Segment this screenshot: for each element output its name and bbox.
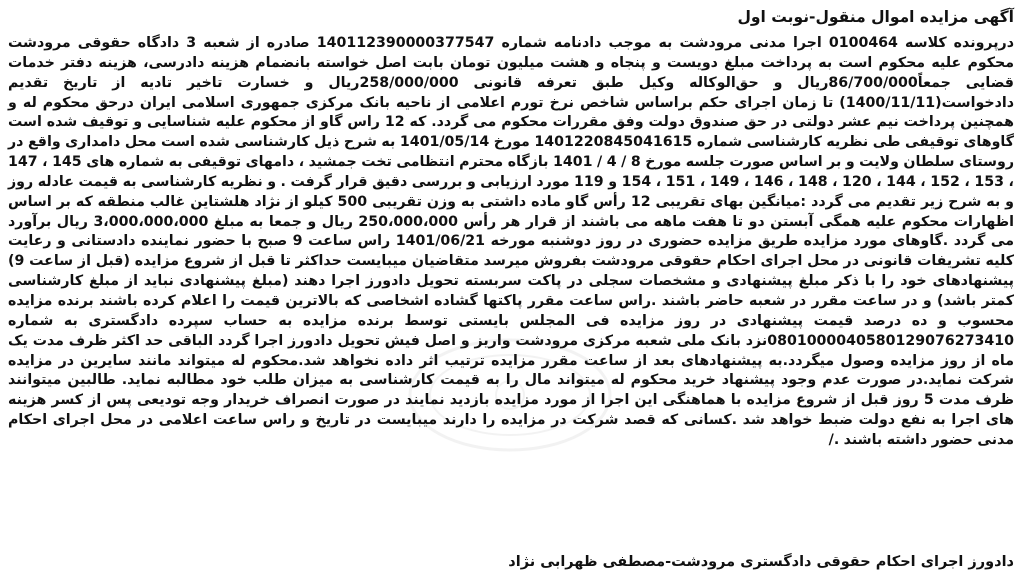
notice-title: آگهی مزایده اموال منقول-نوبت اول (737, 8, 1014, 26)
notice-body: درپرونده کلاسه 0100464 اجرا مدنی مرودشت به موجب دادنامه شماره 140112390000377547 صادره از شعبه 3 دادگاه حقوقی مرودشت محکوم علیه محکوم است به پرداخت مبلغ دویست و پنجاه و هشت میلیون تومان بابت اصل خواسته بانضمام هزینه دادرسی، هزینه دفتر خدمات قضایی جمعاً86/700/000ریال و حق‌الوکاله وکیل طبق تعرفه قانونی 258/000/000ریال و خسارت تاخیر تادیه از تاریخ تقدیم دادخواست(1400/11/11) تا زمان اجرای حکم براساس شاخص نرخ تورم اعلامی از ناحیه بانک مرکزی جمهوری اسلامی ایران درحق محکوم له و همچنین پرداخت نیم عشر دولتی در حق صندوق دولت وفق مقررات محکوم می گردد. که 12 راس گاو از محکوم علیه شناسایی و توقیف شده است گاوهای توقیفی طی نظریه کارشناسی شماره 1401220845041615 مورخ 1401/05/14 به شرح ذیل کارشناسی شده است محل دامداری واقع در روستای سلطان ولایت و بر اساس صورت جلسه مورخ 8 / 4 / 1401 بازگاه محترم انتظامی تخت جمشید ، دامهای توقیفی به شماره های 145 ، 147 ، 153 ، 152 ، 144 ، 120 ، 148 ، 146 ، 149 ، 151 ، 154 و 119 مورد ارزیابی و بررسی دقیق قرار گرفت . و نظریه کارشناسی به قیمت عادله روز و به شرح زیر تقدیم می گردد :میانگین بهای تقریبی 12 رأس گاو ماده داشتی به وزن تقریبی 500 کیلو از نژاد هلشتاین غالب منطقه که بر اساس اظهارات محکوم علیه همگی آبستن دو تا هفت ماهه می باشند از قرار هر رأس 250،000،000 ریال و جمعا به مبلغ 3،000،000،000 ریال برآورد می گردد .گاوهای مورد مزایده طریق مزایده حضوری در روز دوشنبه مورخه 1401/06/21 راس ساعت 9 صبح با حضور نماینده دادستانی و رعایت کلیه تشریفات قانونی در محل اجرای احکام حقوقی مرودشت بفروش میرسد متقاضیان میبایست حداکثر تا قبل از شروع مزایده (قبل از ساعت 9) پیشنهادهای خود را با ذکر مبلغ پیشنهادی و مشخصات سجلی در پاکت سربسته تحویل دادورز اجرا دهند (مبلغ پیشنهادی نباید از مبلغ کارشناسی کمتر باشد) و در ساعت مقرر در شعبه حاضر باشند .راس ساعت مقرر پاکتها گشاده اشخاصی که بالاترین قیمت را اعلام کرده باشند برنده مزایده محسوب و ده درصد قیمت پیشنهادی در روز مزایده فی المجلس بایستی توسط برنده مزایده به حساب سپرده دادگستری به شماره 0801000040580129076273410نزد بانک ملی شعبه مرکزی مرودشت واریز و اصل فیش تحویل دادورز اجرا گردد الباقی حد اکثر ظرف مدت یک ماه از روز مزایده وصول میگردد.به پیشنهادهای بعد از ساعت مقرر مزایده ترتیب اثر داده نخواهد شد.محکوم له میتواند مانند سایرین در مزایده شرکت نماید.در صورت عدم وجود پیشنهاد خرید محکوم له میتواند مال را به قیمت کارشناسی به میزان طلب خود مطالبه نماید. طالبین میتوانند ظرف مدت 5 روز قبل از شروع مزایده با هماهنگی این اجرا از مورد مزایده بازدید نمایند در صورت انصراف خریدار وجه تودیعی پس از کسر هزینه های اجرا به نفع دولت ضبط خواهد شد .کسانی که قصد شرکت در مزایده را دارند میبایست در تاریخ و راس ساعت اعلامی در محل اجرای احکام مدنی حضور داشته باشند ./ (8, 35, 1014, 448)
notice-signature: دادورز اجرای احکام حقوقی دادگستری مرودشت-مصطفی ظهرابی نژاد (508, 554, 1014, 570)
